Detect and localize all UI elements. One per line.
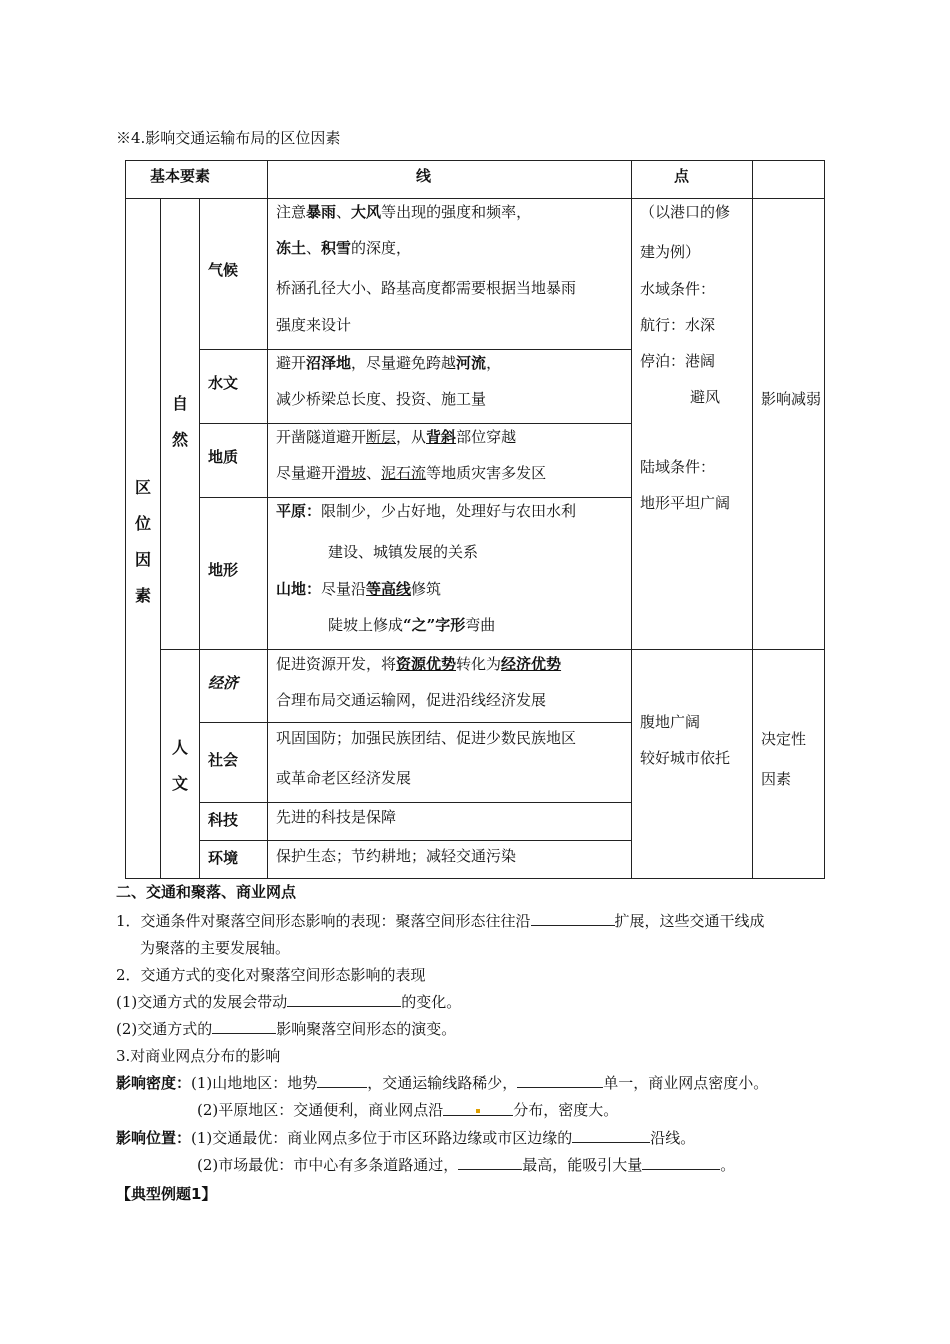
landform-mountain-line-2: 陡坡上修成“之”字形弯曲 [328, 616, 496, 634]
section-title: ※4.影响交通运输布局的区位因素 [116, 129, 341, 147]
human-label [161, 730, 199, 802]
climate-line-2: 冻土、积雪的深度， [276, 239, 412, 257]
economy-line-1: 促进资源开发，将资源优势转化为经济优势 [276, 655, 562, 673]
hydrology-line-1: 避开沼泽地，尽量避免跨越河流， [276, 354, 502, 372]
q2-title: 2．交通方式的变化对聚落空间形态影响的表现 [116, 966, 426, 984]
climate-line-4: 强度来设计 [276, 316, 352, 334]
example-heading: 【典型例题1】 [116, 1185, 217, 1203]
natural-label [161, 386, 199, 458]
header-basic-elements: 基本要素 [150, 167, 211, 185]
blank-q1[interactable] [531, 911, 615, 926]
aspect-geology: 地质 [208, 448, 239, 466]
point-human-2: 较好城市依托 [640, 749, 731, 767]
q2-item-2: (2)交通方式的 影响聚落空间形态的演变。 [116, 1020, 457, 1038]
climate-line-3: 桥涵孔径大小、路基高度都需要根据当地暴雨 [276, 279, 577, 297]
society-line-2: 或革命老区经济发展 [276, 769, 412, 787]
density-line-1: 影响密度：(1)山地地区：地势 ，交通运输线路稀少， 单一，商业网点密度小。 [116, 1074, 769, 1092]
location-line-1: 影响位置：(1)交通最优：商业网点多位于市区环路边缘或市区边缘的 沿线。 [116, 1129, 696, 1147]
location-factors-text: 区位因素 [135, 478, 152, 605]
hydrology-line-2: 减少桥梁总长度、投资、施工量 [276, 390, 487, 408]
economy-line-2: 合理布局交通运输网，促进沿线经济发展 [276, 691, 547, 709]
geology-line-2: 尽量避开滑坡、泥石流等地质灾害多发区 [276, 464, 547, 482]
tech-line-1: 先进的科技是保障 [276, 808, 397, 826]
human-label-text: 人文 [172, 738, 189, 793]
q1-line-1: 1．交通条件对聚落空间形态影响的表现：聚落空间形态往往沿 扩展，这些交通干线成 [116, 912, 765, 930]
density-line-2: (2)平原地区：交通便利，商业网点沿 分布，密度大。 [197, 1101, 619, 1119]
aspect-landform: 地形 [208, 561, 239, 579]
blank-q2-1[interactable] [287, 992, 401, 1007]
point-natural-1: （以港口的修 [640, 203, 731, 221]
landform-plain-line-1: 平原：限制少，少占好地，处理好与农田水利 [276, 502, 577, 520]
header-point: 点 [674, 167, 690, 185]
aspect-environment: 环境 [208, 849, 239, 867]
blank-l1[interactable] [572, 1128, 650, 1143]
q1-line-2: 为聚落的主要发展轴。 [140, 939, 291, 957]
landform-plain-line-2: 建设、城镇发展的关系 [328, 543, 479, 561]
location-line-2: (2)市场最优：市中心有多条道路通过， 最高，能吸引大量 。 [197, 1156, 736, 1174]
blank-d1-1[interactable] [317, 1073, 367, 1088]
effect-human-1: 决定性 [761, 730, 807, 748]
society-line-1: 巩固国防；加强民族团结、促进少数民族地区 [276, 729, 577, 747]
point-natural-5: 停泊：港阔 [640, 352, 716, 370]
point-natural-8: 地形平坦广阔 [640, 494, 731, 512]
point-natural-3: 水域条件： [640, 280, 716, 298]
aspect-hydrology: 水文 [208, 374, 239, 392]
blank-d1-2[interactable] [517, 1073, 603, 1088]
environment-line-1: 保护生态；节约耕地；减轻交通污染 [276, 847, 517, 865]
effect-human-2: 因素 [761, 770, 792, 788]
landform-mountain-line-1: 山地：尽量沿等高线修筑 [276, 580, 442, 598]
blank-l2-1[interactable] [458, 1155, 522, 1170]
geology-line-1: 开凿隧道避开断层，从背斜部位穿越 [276, 428, 517, 446]
aspect-society: 社会 [208, 751, 239, 769]
q2-item-1: (1)交通方式的发展会带动 的变化。 [116, 993, 462, 1011]
climate-line-1: 注意暴雨、大风等出现的强度和频率， [276, 203, 532, 221]
blank-d2[interactable] [443, 1101, 513, 1116]
aspect-climate: 气候 [208, 261, 239, 279]
aspect-tech: 科技 [208, 811, 239, 829]
aspect-economy: 经济 [208, 674, 239, 692]
point-natural-4: 航行：水深 [640, 316, 716, 334]
point-natural-6: 避风 [690, 388, 721, 406]
point-human-1: 腹地广阔 [640, 713, 701, 731]
effect-natural: 影响减弱 [761, 390, 822, 408]
point-natural-7: 陆域条件： [640, 458, 716, 476]
location-factors-label [126, 470, 160, 614]
marker-dot [476, 1109, 480, 1113]
header-line: 线 [416, 167, 432, 185]
natural-label-text: 自然 [172, 394, 189, 449]
q3-title: 3.对商业网点分布的影响 [116, 1047, 281, 1065]
part2-title: 二、交通和聚落、商业网点 [116, 883, 297, 901]
blank-l2-2[interactable] [642, 1155, 720, 1170]
point-natural-2: 建为例） [640, 243, 701, 261]
blank-q2-2[interactable] [212, 1019, 276, 1034]
